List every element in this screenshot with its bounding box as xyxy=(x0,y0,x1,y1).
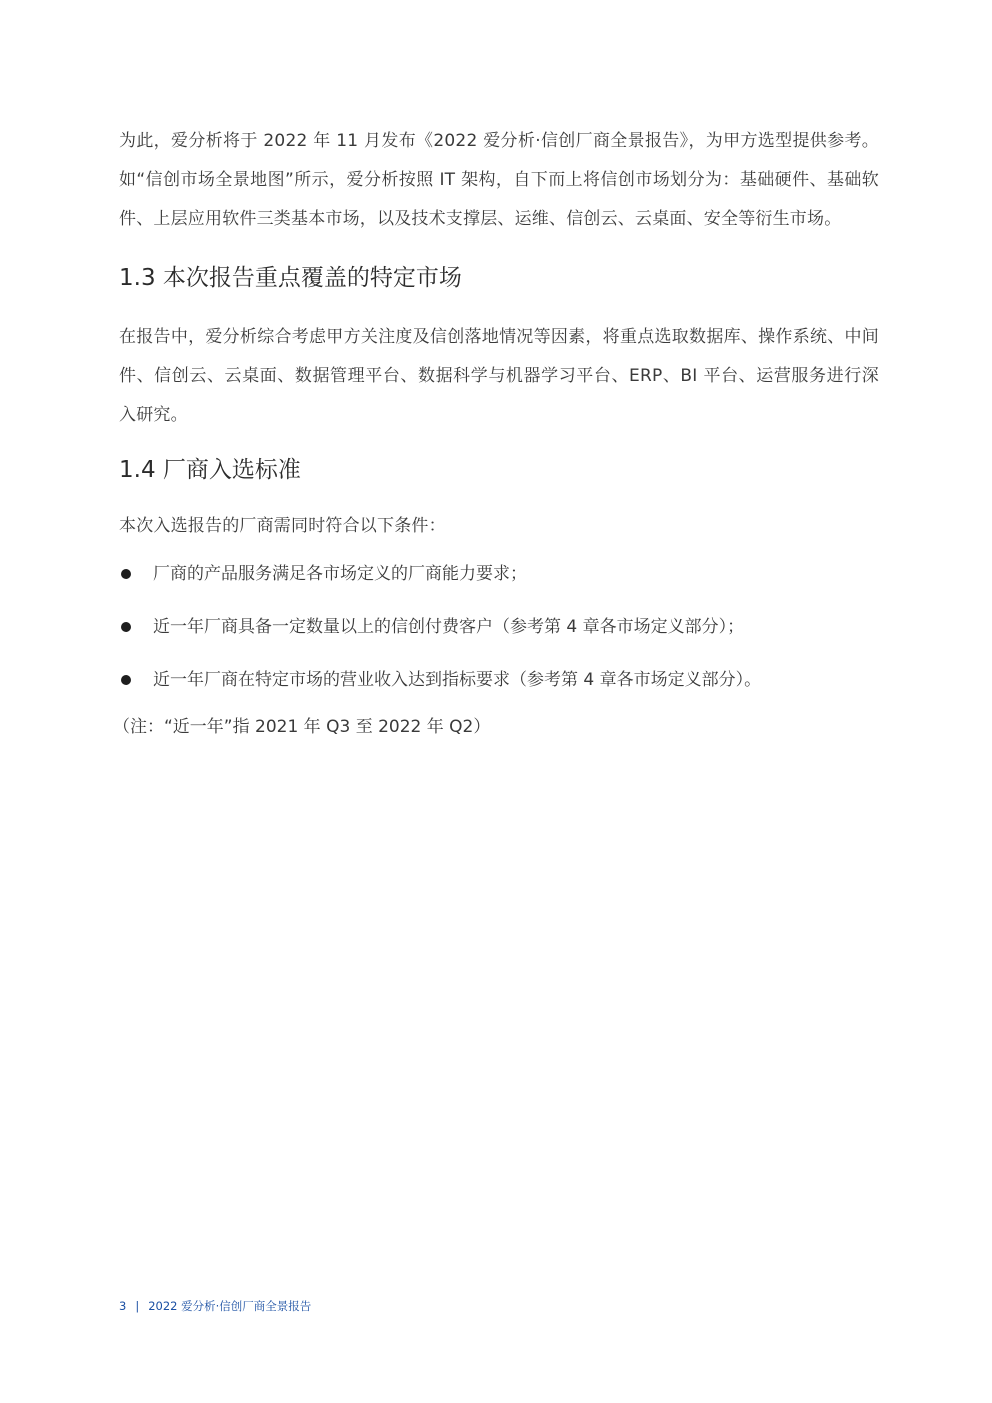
footer-separator: | xyxy=(135,1299,140,1313)
page-number: 3 xyxy=(119,1299,127,1313)
list-item-text: 近一年厂商具备一定数量以上的信创付费客户（参考第 4 章各市场定义部分）； xyxy=(153,617,745,637)
list-item xyxy=(119,559,879,589)
page-content xyxy=(113,122,879,742)
list-item xyxy=(119,612,879,642)
footer-report-title: 2022 爱分析·信创厂商全景报告 xyxy=(148,1299,312,1313)
criteria-intro: 本次入选报告的厂商需同时符合以下条件： xyxy=(119,516,446,536)
section-heading-1-3: 1.3 本次报告重点覆盖的特定市场 xyxy=(119,265,462,291)
bullet-icon xyxy=(121,569,131,579)
bullet-icon xyxy=(121,622,131,632)
bullet-icon xyxy=(121,675,131,685)
section-heading-1-4: 1.4 厂商入选标准 xyxy=(119,457,301,483)
list-item-text: 近一年厂商在特定市场的营业收入达到指标要求（参考第 4 章各市场定义部分）。 xyxy=(153,670,762,690)
coverage-paragraph: 在报告中，爱分析综合考虑甲方关注度及信创落地情况等因素，将重点选取数据库、操作系统、中间件、信创云、云桌面、数据管理平台、数据科学与机器学习平台、ERP、BI 平台、运营服务进行深入研究。 xyxy=(119,327,879,425)
intro-paragraph: 为此，爱分析将于 2022 年 11 月发布《2022 爱分析·信创厂商全景报告》，为甲方选型提供参考。如“信创市场全景地图”所示，爱分析按照 IT 架构，自下而上将信创市场划分为：基础硬件、基础软件、上层应用软件三类基本市场，以及技术支撑层、运维、信创云、云桌面、安全等衍生市场。 xyxy=(119,131,879,229)
criteria-list xyxy=(119,559,879,695)
criteria-note: （注：“近一年”指 2021 年 Q3 至 2022 年 Q2） xyxy=(113,717,491,737)
list-item-text: 厂商的产品服务满足各市场定义的厂商能力要求； xyxy=(153,564,527,584)
list-item xyxy=(119,665,879,695)
page-footer xyxy=(119,1298,311,1314)
